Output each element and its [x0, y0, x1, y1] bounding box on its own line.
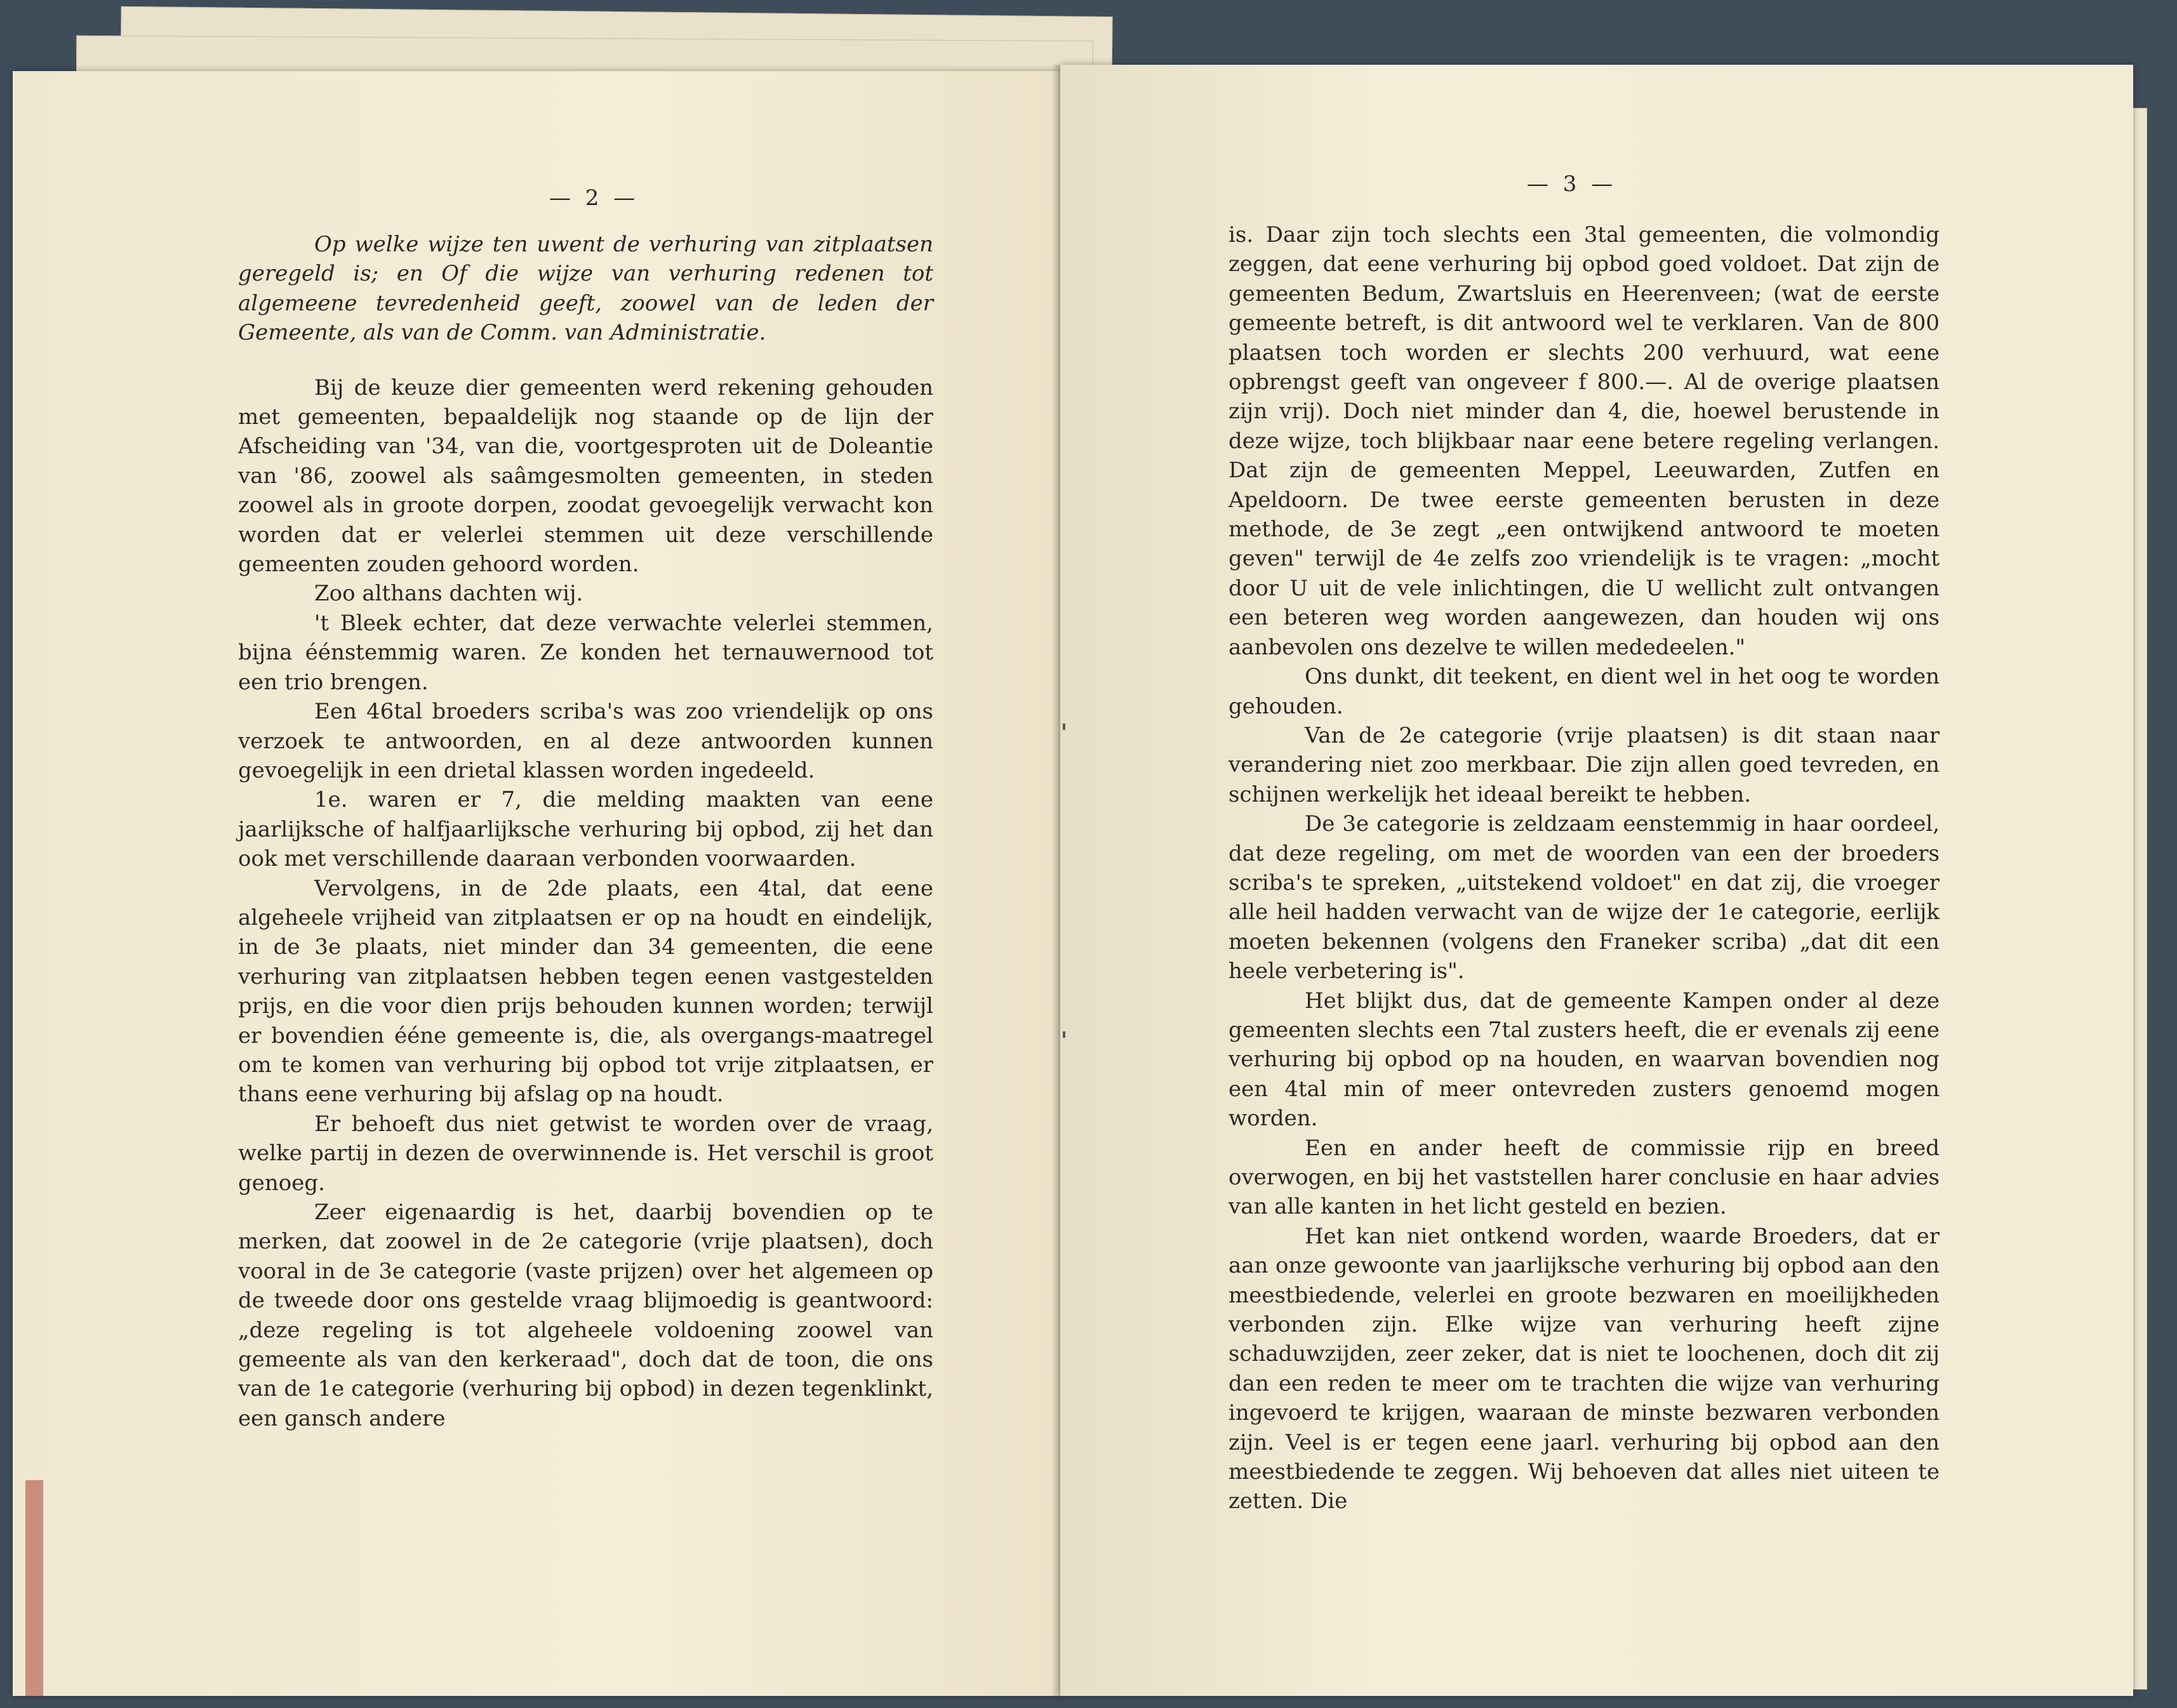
paragraph: Vervolgens, in de 2de plaats, een 4tal, dat eene algeheele vrijheid van zitplaatsen er op na houdt en eindelijk, in de 3e plaats, niet minder dan 34 gemeenten, die eene verhuring van zitplaatsen hebben tegen eenen vastgestelden prijs, en die voor dien prijs behouden kunnen worden; terwijl er bovendien ééne gemeente is, die, als overgangs-maatregel om te komen van verhuring bij opbod tot vrije zitplaatsen, er thans eene verhuring bij afslag op na houdt. — [238, 875, 933, 1108]
paragraph: Bij de keuze dier gemeenten werd rekening gehouden met gemeenten, bepaaldelijk nog staande op de lijn der Afscheiding van '34, van die, voortgesproten uit de Doleantie van '86, zoowel als saâmgesmolten gemeenten, in steden zoowel als in groote dorpen, zoodat gevoegelijk verwacht kon worden dat er velerlei stemmen uit deze verschillende gemeenten zouden gehoord worden. — [238, 374, 933, 578]
paragraph: Er behoeft dus niet getwist te worden over de vraag, welke partij in dezen de overwinnende is. Het verschil is groot genoeg. — [238, 1111, 933, 1196]
paragraph: 't Bleek echter, dat deze verwachte velerlei stemmen, bijna éénstemmig waren. Ze konden het ternauwernood tot een trio brengen. — [238, 610, 933, 695]
paragraph: Ons dunkt, dit teekent, en dient wel in het oog te worden gehouden. — [1228, 664, 1940, 719]
paragraph: Van de 2e categorie (vrije plaatsen) is dit staan naar verandering niet zoo merkbaar. Die zijn allen goed tevreden, en schijnen werkelijk het ideaal bereikt te hebben. — [1228, 722, 1940, 807]
binding-stitch — [1063, 1031, 1065, 1038]
binding-stitch — [1063, 724, 1065, 730]
paragraph: Het blijkt dus, dat de gemeente Kampen onder al deze gemeenten slechts een 7tal zusters heeft, die er evenals zij eene verhuring bij opbod op na houden, en waarvan bovendien nog een 4tal min of meer ontevreden zusters genoemd mogen worden. — [1228, 988, 1940, 1132]
paragraph: De 3e categorie is zeldzaam eenstemmig in haar oordeel, dat deze regeling, om met de woorden van een der broeders scriba's te spreken, „uitstekend voldoet" en dat zij, die vroeger alle heil hadden verwacht van de wijze der 1e categorie, eerlijk moeten bekennen (volgens den Franeker scriba) „dat dit een heele verbetering is". — [1228, 811, 1940, 984]
paragraph: Het kan niet ontkend worden, waarde Broeders, dat er aan onze gewoonte van jaarlijksche verhuring bij opbod aan den meestbiedende, velerlei en groote bezwaren en moeilijkheden verbonden zijn. Elke wijze van verhuring heeft zijne schaduwzijden, zeer zeker, dat is niet te loochenen, doch dit zij dan een reden te meer om te trachten die wijze van verhuring ingevoerd te krijgen, waaraan de minste bezwaren verbonden zijn. Veel is er tegen eene jaarl. verhuring bij opbod aan den meestbiedende te zeggen. Wij behoeven dat alles niet uiteen te zetten. Die — [1228, 1223, 1940, 1514]
paragraph: Zoo althans dachten wij. — [314, 581, 583, 607]
paragraph: is. Daar zijn toch slechts een 3tal gemeenten, die volmondig zeggen, dat eene verhuring bij opbod goed voldoet. Dat zijn de gemeenten Bedum, Zwartsluis en Heerenveen; (wat de eerste gemeente betreft, is dit antwoord wel te verklaren. Van de 800 plaatsen toch worden er slechts 200 verhuurd, wat eene opbrengst geeft van ongeveer f 800.—. Al de overige plaatsen zijn vrij). Doch niet minder dan 4, die, hoewel berustende in deze wijze, toch blijkbaar naar eene betere regeling verlangen. Dat zijn de gemeenten Meppel, Leeuwarden, Zutfen en Apeldoorn. De twee eerste gemeenten berusten in deze methode, de 3e zegt „een ontwijkend antwoord te moeten geven" terwijl de 4e zelfs zoo vriendelijk is te vragen: „mocht door U uit de vele inlichtingen, die U wellicht zult ontvangen een beteren weg worden aangewezen, dan houden wij ons aanbevolen ons dezelve te willen mededeelen." — [1228, 222, 1940, 660]
paragraph: Een en ander heeft de commissie rijp en breed overwogen, en bij het vaststellen harer conclusie en haar advies van alle kanten in het licht gesteld en bezien. — [1228, 1135, 1940, 1220]
question-text: Op welke wijze ten uwent de verhuring van zitplaatsen geregeld is; en Of die wijze van verhuring redenen tot algemeene tevredenheid geeft, zoowel van de leden der Gemeente, als van de Comm. van Administratie. — [238, 232, 933, 346]
left-text — [238, 230, 933, 1433]
page-number: — 2 — — [549, 185, 639, 211]
paragraph: 1e. waren er 7, die melding maakten van eene jaarlijksche of halfjaarlijksche verhuring bij opbod, zij het dan ook met verschillende daaraan verbonden voorwaarden. — [238, 787, 933, 872]
paragraph: Zeer eigenaardig is het, daarbij bovendien op te merken, dat zoowel in de 2e categorie (vrije plaatsen), doch vooral in de 3e categorie (vaste prijzen) over het algemeen op de tweede door ons gestelde vraag blijmoedig is geantwoord: „deze regeling is tot algeheele voldoening zoowel van gemeente als van den kerkeraad", doch dat de toon, die ons van de 1e categorie (verhuring bij opbod) in dezen tegenklinkt, een gansch andere — [238, 1200, 933, 1431]
right-page — [1060, 65, 2133, 1696]
page-edge-color — [25, 1480, 43, 1696]
right-text — [1228, 220, 1940, 1516]
paragraph: Een 46tal broeders scriba's was zoo vriendelijk op ons verzoek te antwoorden, en al deze antwoorden kunnen gevoegelijk in een drietal klassen worden ingedeeld. — [238, 699, 933, 783]
left-page — [13, 71, 1060, 1696]
page-number: — 3 — — [1527, 171, 1617, 197]
